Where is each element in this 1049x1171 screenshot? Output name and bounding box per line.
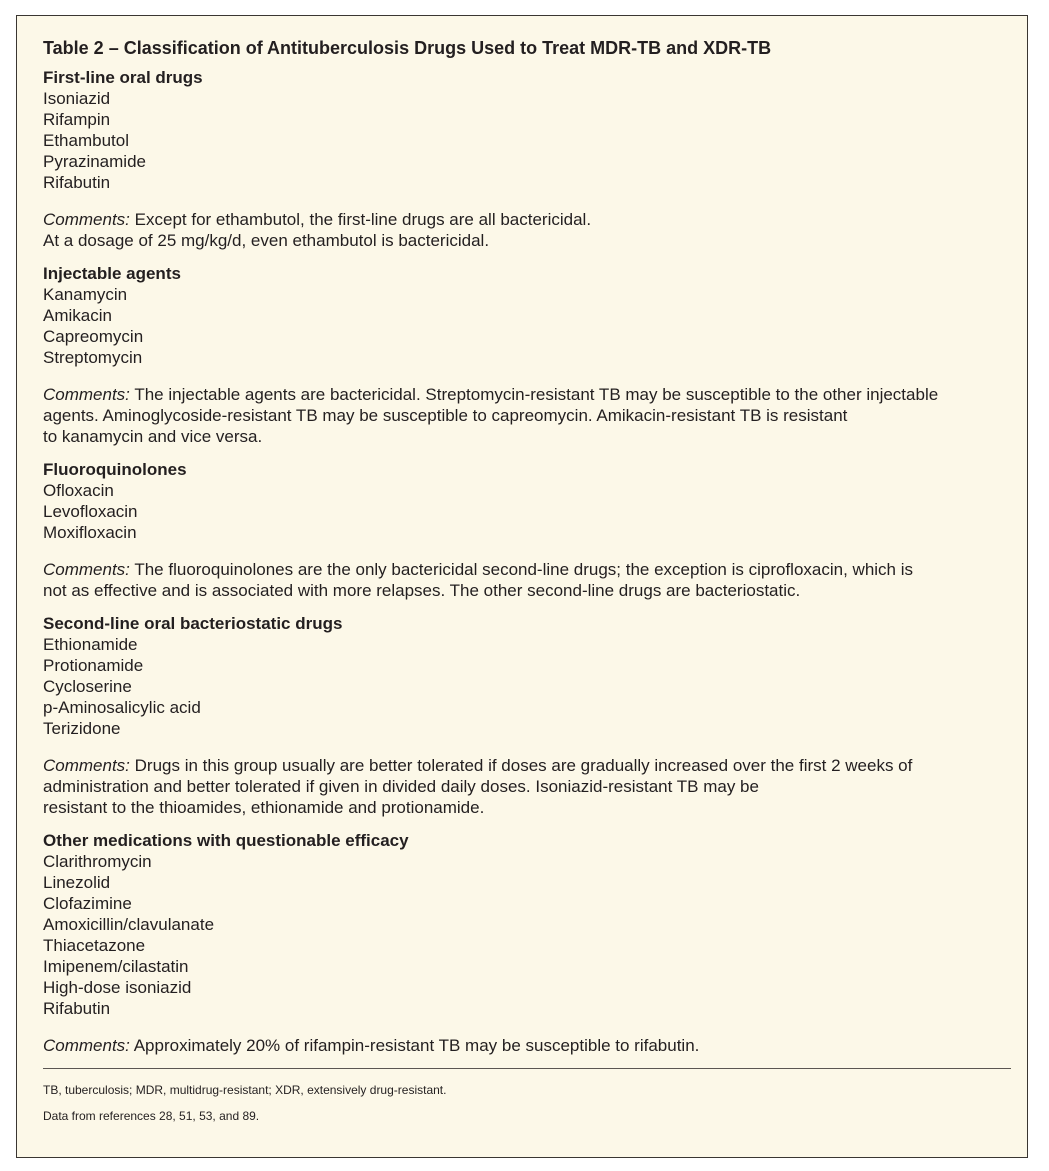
footnote-divider xyxy=(43,1068,1011,1069)
section-heading: Injectable agents xyxy=(43,264,181,283)
section-comment xyxy=(43,755,1011,818)
drug-item: Ofloxacin xyxy=(43,481,114,500)
comment-line: At a dosage of 25 mg/kg/d, even ethambutol is bactericidal. xyxy=(43,231,490,250)
drug-item: Amikacin xyxy=(43,306,112,325)
drug-item: Rifabutin xyxy=(43,173,111,192)
section-comment xyxy=(43,209,1011,251)
comment-line: to kanamycin and vice versa. xyxy=(43,427,263,446)
comment-lead: Comments: xyxy=(43,756,130,775)
comment-line: The injectable agents are bactericidal. Streptomycin-resistant TB may be susceptible to the other injectable xyxy=(134,385,939,404)
comment-line: resistant to the thioamides, ethionamide and protionamide. xyxy=(43,798,485,817)
section-heading: First-line oral drugs xyxy=(43,68,203,87)
drug-section xyxy=(43,67,1011,251)
drug-item: Linezolid xyxy=(43,873,111,892)
comment-lead: Comments: xyxy=(43,1036,130,1055)
drug-item: Thiacetazone xyxy=(43,936,146,955)
drug-section xyxy=(43,830,1011,1056)
section-comment xyxy=(43,559,1011,601)
section-comment xyxy=(43,384,1011,447)
drug-item: Ethambutol xyxy=(43,131,129,150)
comment-lead: Comments: xyxy=(43,560,130,579)
drug-sections xyxy=(43,67,1011,1056)
drug-item: Capreomycin xyxy=(43,327,144,346)
section-heading: Second-line oral bacteriostatic drugs xyxy=(43,614,343,633)
drug-item: Streptomycin xyxy=(43,348,143,367)
comment-line: Approximately 20% of rifampin-resistant TB may be susceptible to rifabutin. xyxy=(133,1036,700,1055)
drug-item: Clarithromycin xyxy=(43,852,152,871)
footnotes xyxy=(43,1083,1011,1123)
drug-item: Imipenem/cilastatin xyxy=(43,957,189,976)
table-box xyxy=(16,15,1028,1158)
comment-line: Drugs in this group usually are better tolerated if doses are gradually increased over the first 2 weeks of xyxy=(134,756,913,775)
drug-section xyxy=(43,459,1011,601)
table-title: Table 2 – Classification of Antituberculosis Drugs Used to Treat MDR-TB and XDR-TB xyxy=(43,38,772,58)
drug-item: Moxifloxacin xyxy=(43,523,137,542)
drug-item: Rifabutin xyxy=(43,999,111,1018)
drug-item: p-Aminosalicylic acid xyxy=(43,698,201,717)
drug-item: Pyrazinamide xyxy=(43,152,146,171)
comment-lead: Comments: xyxy=(43,385,130,404)
comment-line: Except for ethambutol, the first-line drugs are all bactericidal. xyxy=(134,210,592,229)
drug-item: High-dose isoniazid xyxy=(43,978,192,997)
drug-section xyxy=(43,613,1011,818)
drug-item: Terizidone xyxy=(43,719,121,738)
comment-line: The fluoroquinolones are the only bactericidal second-line drugs; the exception is ciprofloxacin, which is xyxy=(134,560,913,579)
comment-line: agents. Aminoglycoside-resistant TB may be susceptible to capreomycin. Amikacin-resistant TB is resistant xyxy=(43,406,848,425)
section-comment xyxy=(43,1035,1011,1056)
comment-line: administration and better tolerated if given in divided daily doses. Isoniazid-resistant TB may be xyxy=(43,777,759,796)
drug-item: Ethionamide xyxy=(43,635,138,654)
drug-item: Amoxicillin/clavulanate xyxy=(43,915,215,934)
drug-item: Isoniazid xyxy=(43,89,111,108)
comment-line: not as effective and is associated with more relapses. The other second-line drugs are bacteriostatic. xyxy=(43,581,801,600)
drug-item: Rifampin xyxy=(43,110,111,129)
drug-item: Kanamycin xyxy=(43,285,128,304)
drug-section xyxy=(43,263,1011,447)
drug-item: Clofazimine xyxy=(43,894,132,913)
drug-item: Levofloxacin xyxy=(43,502,138,521)
footnote-line: Data from references 28, 51, 53, and 89. xyxy=(43,1109,260,1123)
comment-lead: Comments: xyxy=(43,210,130,229)
drug-item: Protionamide xyxy=(43,656,144,675)
drug-item: Cycloserine xyxy=(43,677,132,696)
section-heading: Other medications with questionable efficacy xyxy=(43,831,409,850)
section-heading: Fluoroquinolones xyxy=(43,460,187,479)
footnote-line: TB, tuberculosis; MDR, multidrug-resistant; XDR, extensively drug-resistant. xyxy=(43,1083,447,1097)
